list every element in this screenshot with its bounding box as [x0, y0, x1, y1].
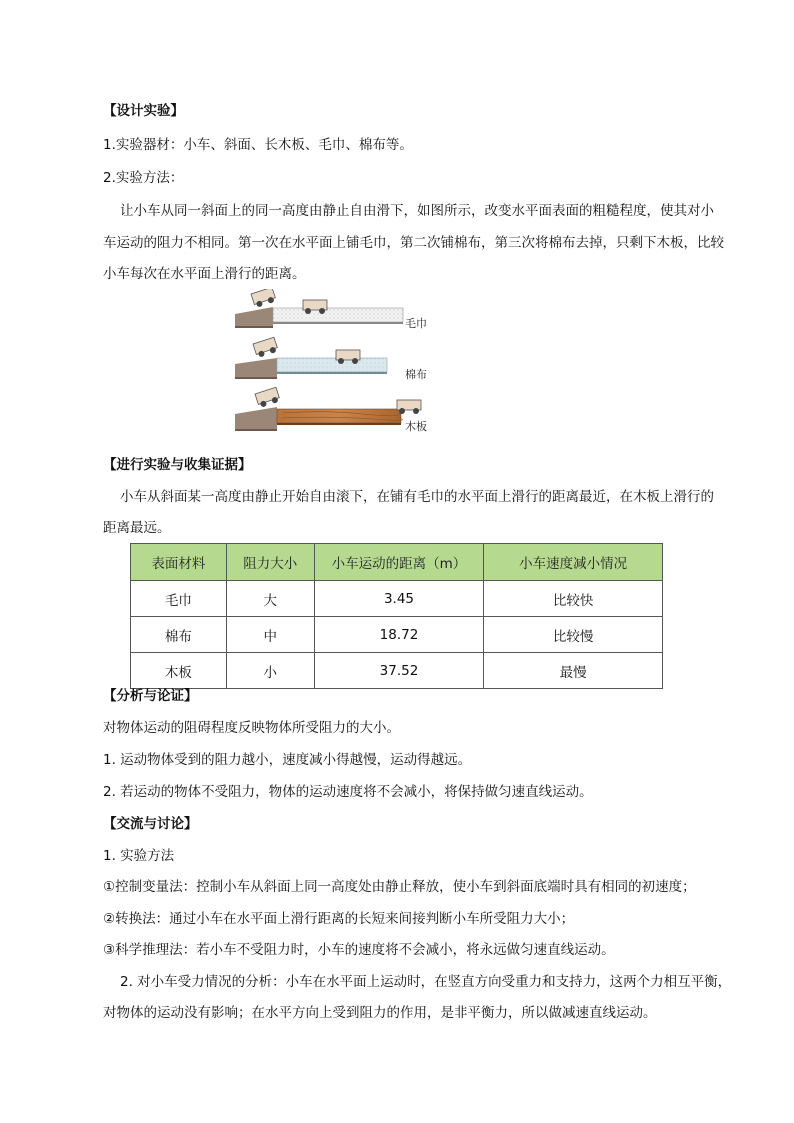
- table-row: [131, 653, 663, 689]
- cotton-setup: [235, 337, 387, 379]
- table-header-speed-change: 小车速度减小情况: [484, 544, 663, 581]
- experiment-heading: 【进行实验与收集证据】: [103, 457, 252, 473]
- design-item-1: 1.实验器材：小车、斜面、长木板、毛巾、棉布等。: [103, 137, 413, 153]
- table-cell: 小: [226, 653, 314, 689]
- wood-setup: [235, 387, 421, 431]
- table-cell: 木板: [131, 653, 227, 689]
- method-paragraph-line-2: 车运动的阻力不相同。第一次在水平面上铺毛巾，第二次铺棉布，第三次将棉布去掉，只剩下木板，比较: [103, 235, 724, 251]
- table-cell: 比较慢: [484, 617, 663, 653]
- table-cell: 棉布: [131, 617, 227, 653]
- discussion-line-1: 1. 实验方法: [103, 848, 175, 864]
- experiment-paragraph-line-1: 小车从斜面某一高度由静止开始自由滚下，在铺有毛巾的水平面上滑行的距离最近，在木板上滑行的: [120, 489, 714, 505]
- figure-label-towel: 毛巾: [405, 317, 427, 330]
- method-paragraph-line-1: 让小车从同一斜面上的同一高度由静止自由滑下，如图所示，改变水平面表面的粗糙程度，使其对小: [120, 203, 714, 219]
- table-cell: 中: [226, 617, 314, 653]
- towel-setup: [235, 289, 403, 328]
- design-item-2: 2.实验方法：: [103, 170, 184, 186]
- table-cell: 37.52: [314, 653, 484, 689]
- table-header-row: [131, 544, 663, 581]
- discussion-line-5b: 对物体的运动没有影响；在水平方向上受到阻力的作用，是非平衡力，所以做减速直线运动。: [103, 1005, 657, 1021]
- discussion-line-3: ②转换法：通过小车在水平面上滑行距离的长短来间接判断小车所受阻力大小；: [103, 911, 575, 927]
- discussion-line-5a: 2. 对小车受力情况的分析：小车在水平面上运动时，在竖直方向受重力和支持力，这两个力相互平衡，: [120, 974, 732, 990]
- experiment-figure: [233, 289, 433, 435]
- discussion-line-2: ①控制变量法：控制小车从斜面上同一高度处由静止释放，使小车到斜面底端时具有相同的初速度；: [103, 879, 696, 895]
- experiment-illustration: [233, 289, 433, 435]
- ramp: [235, 307, 273, 326]
- experiment-paragraph-line-2: 距离最远。: [103, 520, 171, 536]
- analysis-line-3: 2. 若运动的物体不受阻力，物体的运动速度将不会减小，将保持做匀速直线运动。: [103, 784, 593, 800]
- discussion-heading: 【交流与讨论】: [103, 816, 198, 832]
- analysis-line-1: 对物体运动的阻碍程度反映物体所受阻力的大小。: [103, 720, 400, 736]
- analysis-line-2: 1. 运动物体受到的阻力越小，速度减小得越慢，运动得越远。: [103, 752, 472, 768]
- method-paragraph-line-3: 小车每次在水平面上滑行的距离。: [103, 266, 306, 282]
- table-cell: 大: [226, 581, 314, 617]
- table-header-distance: 小车运动的距离（m）: [314, 544, 484, 581]
- analysis-heading: 【分析与论证】: [103, 688, 198, 704]
- discussion-line-4: ③科学推理法：若小车不受阻力时，小车的速度将不会减小，将永远做匀速直线运动。: [103, 942, 615, 958]
- table-header-material: 表面材料: [131, 544, 227, 581]
- table-header-resistance: 阻力大小: [226, 544, 314, 581]
- design-heading: 【设计实验】: [103, 103, 184, 119]
- figure-label-wood: 木板: [405, 420, 427, 433]
- figure-label-cotton: 棉布: [405, 368, 427, 381]
- table-cell: 毛巾: [131, 581, 227, 617]
- results-table: [130, 543, 663, 689]
- table-row: [131, 581, 663, 617]
- table-cell: 3.45: [314, 581, 484, 617]
- table-cell: 18.72: [314, 617, 484, 653]
- table-cell: 最慢: [484, 653, 663, 689]
- table-cell: 比较快: [484, 581, 663, 617]
- table-row: [131, 617, 663, 653]
